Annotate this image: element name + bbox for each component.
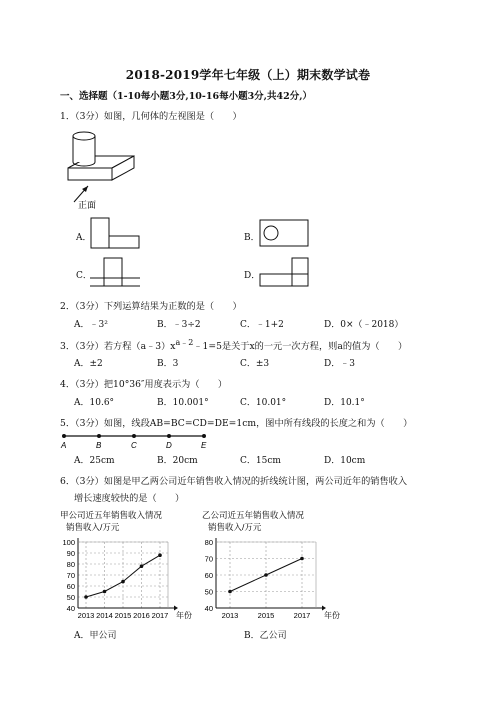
q1-option-a-label: A． (76, 233, 92, 243)
q1-option-d-label: D． (244, 271, 261, 281)
y-tick-label: 60 (204, 571, 213, 580)
x-tick-label: 2017 (151, 611, 169, 620)
chart-y-label: 销售收入/万元 (208, 522, 262, 532)
y-tick-label: 50 (66, 593, 75, 602)
y-tick-label: 50 (204, 587, 213, 597)
q1-option-c-label: C． (76, 271, 92, 281)
q2-option-c: C．﹣1+2 (240, 320, 284, 330)
q3-option-c: C．±3 (240, 359, 270, 369)
q5-option-a: A．25cm (74, 456, 115, 466)
y-tick-label: 40 (66, 604, 75, 613)
q1-option-a-figure (88, 216, 144, 250)
y-tick-label: 100 (62, 538, 75, 547)
q3-stem-tail: ﹣1=5是关于x的一元一次方程，则a的值为（ ） (193, 341, 408, 353)
chart-title: 乙公司近五年销售收入情况 (202, 510, 305, 520)
data-point (84, 595, 88, 599)
q2-option-b: B．﹣3÷2 (157, 320, 201, 330)
question-3-stem (60, 337, 407, 352)
q4-option-b: B．10.001° (157, 398, 209, 408)
segment-point-label-c: C (131, 441, 137, 450)
q2-option-a: A．﹣3² (74, 320, 108, 330)
data-point (103, 590, 107, 594)
q5-option-c: C．15cm (240, 456, 281, 466)
question-6-stem-line1: 6．（3分）如图是甲乙两公司近年销售收入情况的折线统计图，两公司近年的销售收入 (60, 476, 408, 487)
q6-option-a: A．甲公司 (74, 631, 117, 641)
q1-option-c-figure (88, 254, 144, 288)
x-tick-label: 2013 (77, 611, 95, 620)
question-5-stem: 5．（3分）如图，线段AB=BC=CD=DE=1cm，图中所有线段的长度之和为（ ） (60, 418, 413, 429)
chart-company-a (56, 506, 206, 624)
q6-option-b: B．乙公司 (244, 631, 287, 641)
chart-company-b (198, 506, 348, 624)
q3-option-d: D．﹣3 (324, 359, 355, 369)
q5-option-d: D．10cm (324, 456, 366, 466)
y-tick-label: 90 (66, 549, 75, 558)
y-tick-label: 80 (204, 538, 213, 547)
q5-segment-figure (56, 428, 216, 450)
segment-point-label-a: A (61, 441, 67, 450)
data-point (300, 557, 304, 561)
q4-option-a: A．10.6° (74, 398, 115, 408)
chart-y-label: 销售收入/万元 (66, 522, 120, 532)
segment-point-b (97, 434, 101, 438)
q3-option-a: A．±2 (74, 359, 103, 369)
q1-option-d-figure (256, 254, 312, 288)
segment-point-d (167, 434, 171, 438)
question-6-stem-line2: 增长速度较快的是（ ） (74, 493, 185, 504)
y-tick-label: 40 (204, 604, 213, 613)
q1-option-b-figure (256, 216, 312, 250)
q2-option-d: D．0×（﹣2018） (324, 320, 404, 330)
page-title: 2018-2019学年七年级（上）期末数学试卷 (125, 68, 371, 82)
x-tick-label: 2017 (293, 611, 311, 620)
data-point (140, 564, 144, 568)
segment-point-label-b: B (96, 441, 102, 450)
data-point (121, 580, 125, 584)
x-axis-arrow (174, 606, 178, 611)
x-tick-label: 2015 (257, 611, 275, 620)
y-tick-label: 70 (204, 554, 213, 564)
q4-option-c: C．10.01° (240, 398, 287, 408)
data-point (228, 590, 232, 594)
segment-point-label-e: E (201, 441, 207, 450)
section-heading: 一、选择题（1-10每小题3分,10-16每小题3分,共42分,） (60, 91, 313, 102)
segment-point-a (62, 434, 66, 438)
q5-option-b: B．20cm (157, 456, 198, 466)
data-point (158, 553, 162, 557)
q1-option-b-label: B． (244, 233, 260, 243)
x-tick-label: 2013 (221, 611, 239, 620)
q4-option-d: D．10.1° (324, 398, 365, 408)
data-point (264, 573, 268, 577)
y-tick-label: 80 (66, 560, 75, 569)
x-axis-arrow (322, 606, 326, 611)
q3-option-b: B．3 (157, 359, 179, 369)
segment-point-e (202, 434, 206, 438)
chart-x-label: 年份 (324, 611, 340, 620)
question-2-stem: 2．（3分）下列运算结果为正数的是（ ） (60, 301, 242, 312)
chart-x-label: 年份 (176, 611, 192, 620)
x-tick-label: 2014 (96, 611, 113, 620)
q3-stem-head: 3．（3分）若方程（a﹣3）x (60, 341, 176, 353)
segment-point-label-d: D (166, 441, 172, 450)
y-tick-label: 60 (66, 582, 75, 591)
q3-exponent: a﹣2 (175, 338, 194, 347)
x-tick-label: 2015 (114, 611, 132, 620)
question-4-stem: 4．（3分）把10°36″用度表示为（ ） (60, 379, 228, 390)
x-tick-label: 2016 (133, 611, 150, 620)
chart-title: 甲公司近五年销售收入情况 (60, 510, 163, 520)
q1-front-label: 正面 (78, 200, 97, 210)
y-tick-label: 70 (66, 571, 75, 580)
segment-point-c (132, 434, 136, 438)
question-1-stem: 1．（3分）如图，几何体的左视图是（ ） (60, 111, 242, 122)
q1-solid-figure (60, 124, 170, 216)
